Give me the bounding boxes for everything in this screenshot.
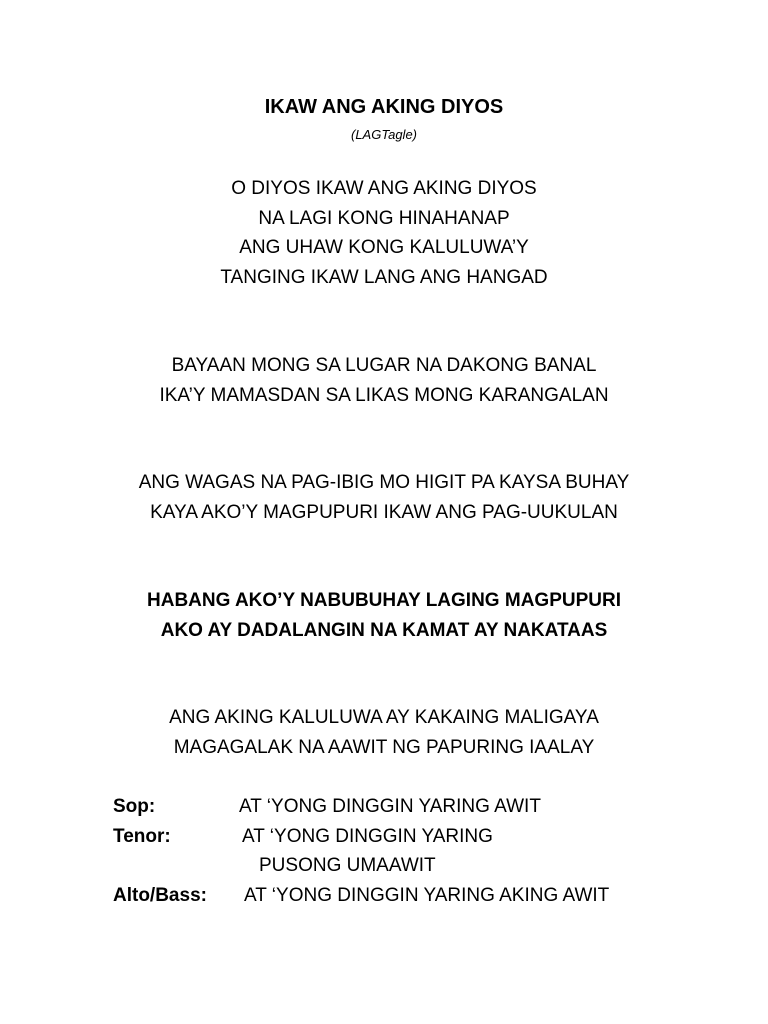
stanza-4-chorus (0, 586, 768, 645)
song-title: IKAW ANG AKING DIYOS (264, 96, 504, 118)
part-row-alto-bass (113, 881, 733, 911)
part-text: AT ‘YONG DINGGIN YARING (242, 825, 493, 847)
lyric-line: BAYAAN MONG SA LUGAR NA DAKONG BANAL (171, 355, 597, 376)
part-row-tenor-continued (113, 851, 733, 881)
lyric-line: O DIYOS IKAW ANG AKING DIYOS (231, 178, 537, 199)
part-row-soprano (113, 792, 733, 822)
part-text: AT ‘YONG DINGGIN YARING AWIT (239, 796, 541, 817)
stanza-2 (0, 351, 768, 410)
lyric-line: MAGAGALAK NA AAWIT NG PAPURING IAALAY (173, 736, 595, 758)
lyric-line: NA LAGI KONG HINAHANAP (258, 207, 510, 229)
lyric-line: KAYA AKO’Y MAGPUPURI IKAW ANG PAG-UUKULAN (150, 501, 618, 523)
song-subtitle: (LAGTagle) (351, 127, 417, 142)
part-text: AT ‘YONG DINGGIN YARING AKING AWIT (244, 884, 610, 906)
lyric-line: HABANG AKO’Y NABUBUHAY LAGING MAGPUPURI (147, 590, 621, 611)
stanza-1 (0, 174, 768, 292)
part-label: Sop: (113, 796, 156, 817)
part-label: Alto/Bass: (113, 884, 207, 906)
part-row-tenor (113, 822, 733, 852)
part-text: PUSONG UMAAWIT (259, 855, 436, 876)
lyric-line: ANG AKING KALULUWA AY KAKAING MALIGAYA (169, 707, 599, 728)
lyric-line: ANG WAGAS NA PAG-IBIG MO HIGIT PA KAYSA BUHAY (138, 472, 630, 493)
part-label: Tenor: (113, 825, 171, 847)
lyric-line: TANGING IKAW LANG ANG HANGAD (220, 266, 548, 288)
lyric-line: IKA’Y MAMASDAN SA LIKAS MONG KARANGALAN (159, 384, 609, 406)
stanza-3 (0, 468, 768, 527)
lyric-line: AKO AY DADALANGIN NA KAMAT AY NAKATAAS (160, 619, 608, 641)
lyric-line: ANG UHAW KONG KALULUWA’Y (239, 237, 529, 258)
stanza-5 (0, 703, 768, 762)
voice-parts (113, 792, 733, 910)
